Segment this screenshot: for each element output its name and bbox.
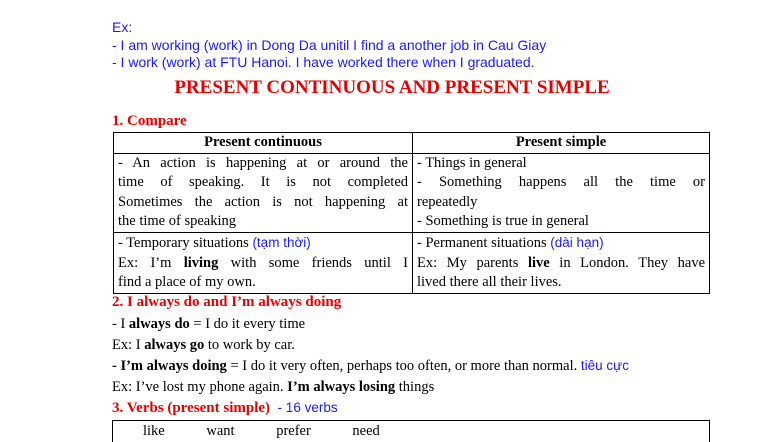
cell-line: find a place of my own.: [118, 273, 408, 293]
text: Ex: I’ve lost my phone again.: [112, 379, 287, 395]
bold-text: - I’m always doing: [112, 358, 227, 374]
cell-line: - Something happens all the time or: [417, 173, 705, 193]
cell-simple-permanent: [413, 232, 710, 293]
cell-line: lived there all their lives.: [417, 273, 705, 293]
ex-post: in London. They have: [550, 255, 705, 271]
cell-line: - Things in general: [417, 154, 705, 174]
cell-line: [417, 233, 705, 254]
table-header-row: [114, 133, 710, 154]
ex-bold: living: [184, 255, 219, 271]
verbs-table: [112, 420, 710, 442]
verb-item: need: [352, 421, 379, 442]
section-2-line-2: [112, 337, 295, 354]
negative-note: tiêu cực: [581, 358, 629, 373]
verbs-count-note: - 16 verbs: [278, 400, 338, 415]
section-2-line-1: [112, 316, 305, 333]
text: = I do it very often, perhaps too often, or more than normal.: [227, 358, 577, 374]
example-line-1: - I am working (work) in Dong Da unitil I find a another job in Cau Giay: [112, 37, 546, 54]
table-row: [114, 153, 710, 232]
cell-continuous-usage: [114, 153, 413, 232]
table-row: [113, 421, 710, 442]
header-present-simple: Present simple: [413, 133, 710, 154]
section-2-line-3: [112, 358, 629, 375]
temporary-label: - Temporary situations: [118, 235, 249, 251]
page-title: PRESENT CONTINUOUS AND PRESENT SIMPLE: [0, 77, 784, 99]
ex-post: with some friends until I: [218, 255, 408, 271]
verb-item: like: [143, 421, 165, 442]
header-present-continuous: Present continuous: [114, 133, 413, 154]
text: Ex: I: [112, 337, 144, 353]
cell-continuous-temporary: [114, 232, 413, 293]
text: = I do it every time: [190, 316, 305, 332]
bold-text: always go: [144, 337, 204, 353]
text: things: [395, 379, 434, 395]
table-row: [114, 232, 710, 293]
verb-item: prefer: [276, 421, 311, 442]
cell-line: the time of speaking: [118, 212, 408, 232]
cell-line: repeatedly: [417, 193, 705, 213]
ex-pre: Ex: My parents: [417, 255, 528, 271]
text: - I: [112, 316, 129, 332]
text: to work by car.: [204, 337, 295, 353]
cell-line: time of speaking. It is not completed: [118, 173, 408, 193]
cell-line: [118, 254, 408, 274]
bold-text: losing: [359, 379, 395, 395]
cell-line: Sometimes the action is not happening at: [118, 193, 408, 213]
cell-line: - Something is true in general: [417, 212, 705, 232]
section-2-line-4: [112, 379, 434, 396]
verb-item: want: [206, 421, 234, 442]
cell-simple-usage: [413, 153, 710, 232]
ex-pre: Ex: I’m: [118, 255, 184, 271]
cell-line: [417, 254, 705, 274]
section-3-heading: 3. Verbs (present simple): [112, 400, 270, 416]
section-3-heading-row: [112, 400, 338, 417]
cell-line: - An action is happening at or around the: [118, 154, 408, 174]
temporary-note: (tạm thời): [252, 235, 310, 250]
cell-line: [118, 233, 408, 254]
verbs-cell: [113, 421, 710, 442]
section-1-heading: 1. Compare: [112, 113, 187, 130]
compare-table: [113, 132, 710, 294]
ex-bold: live: [528, 255, 550, 271]
example-line-2: - I work (work) at FTU Hanoi. I have worked there when I graduated.: [112, 54, 535, 71]
bold-text: always do: [129, 316, 190, 332]
example-heading: Ex:: [112, 19, 132, 36]
permanent-note: (dài hạn): [550, 235, 603, 250]
bold-text: I’m always: [287, 379, 355, 395]
section-2-heading: 2. I always do and I’m always doing: [112, 294, 341, 311]
permanent-label: - Permanent situations: [417, 235, 547, 251]
